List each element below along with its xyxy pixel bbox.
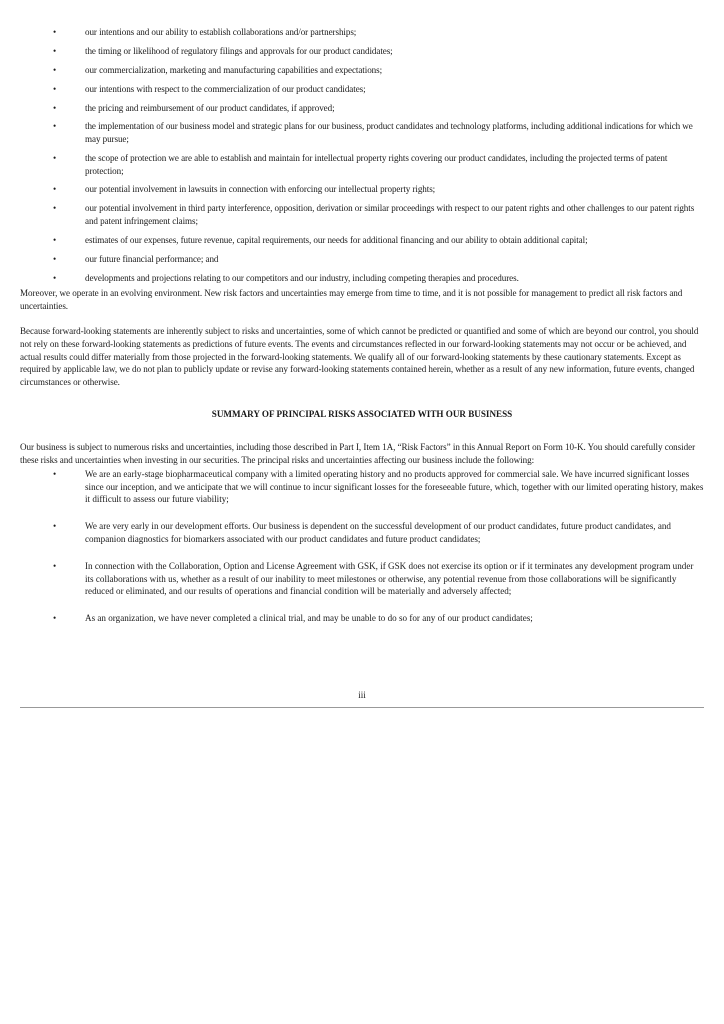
bullet-marker: • bbox=[53, 121, 57, 132]
list-item-text: our future financial performance; and bbox=[85, 253, 219, 264]
bullet-marker: • bbox=[53, 272, 57, 283]
list-item bbox=[20, 612, 704, 625]
bullet-marker: • bbox=[53, 64, 57, 75]
bullet-marker: • bbox=[53, 203, 57, 214]
bullet-marker: • bbox=[53, 152, 57, 163]
list-item bbox=[20, 272, 704, 285]
list-item bbox=[20, 234, 704, 247]
list-item-text: our intentions with respect to the commercialization of our product candidates; bbox=[85, 83, 366, 94]
list-item bbox=[20, 202, 704, 227]
list-item bbox=[20, 120, 704, 145]
bullet-marker: • bbox=[53, 613, 57, 624]
list-item-text: the implementation of our business model and strategic plans for our business, product candidates and technology platforms, including additional indications for which we may pursue; bbox=[85, 121, 693, 145]
page-divider bbox=[20, 707, 704, 708]
list-item-text: our potential involvement in lawsuits in connection with enforcing our intellectual property rights; bbox=[85, 184, 436, 195]
list-item-text: the scope of protection we are able to establish and maintain for intellectual property rights covering our product candidates, including the projected terms of patent protection; bbox=[85, 152, 668, 176]
list-item-text: developments and projections relating to our competitors and our industry, including competing therapies and procedures. bbox=[85, 272, 519, 283]
bullet-marker: • bbox=[53, 469, 57, 480]
list-item bbox=[20, 26, 704, 39]
bullet-marker: • bbox=[53, 184, 57, 195]
principal-risks-list bbox=[20, 468, 704, 625]
list-item-text: the pricing and reimbursement of our product candidates, if approved; bbox=[85, 102, 335, 113]
list-item-text: estimates of our expenses, future revenue, capital requirements, our needs for additional financing and our ability to obtain additional capital; bbox=[85, 234, 588, 245]
bullet-marker: • bbox=[53, 234, 57, 245]
bullet-marker: • bbox=[53, 27, 57, 37]
moreover-paragraph: Moreover, we operate in an evolving environment. New risk factors and uncertainties may emerge from time to time, and it is not possible for management to predict all risk factors and uncertainties. bbox=[20, 288, 683, 311]
list-item bbox=[20, 560, 704, 598]
list-item bbox=[20, 45, 704, 58]
bullet-marker: • bbox=[53, 561, 57, 572]
forward-looking-list bbox=[20, 26, 704, 284]
list-item-text: In connection with the Collaboration, Option and License Agreement with GSK, if GSK does not exercise its option or if it terminates any development program under its collaborations with us, whether as a result of our inability to meet milestones or otherwise, any potential revenue from those collaborations will be significantly reduced or eliminated, and our results of operations and financial condition will be materially and adversely affected; bbox=[85, 561, 694, 597]
list-item bbox=[20, 152, 704, 177]
list-item-text: our potential involvement in third party interference, opposition, derivation or similar proceedings with respect to our patent rights and other challenges to our patent rights and patent infringement claims; bbox=[85, 203, 695, 226]
summary-intro-paragraph: Our business is subject to numerous risks and uncertainties, including those described in Part I, Item 1A, “Risk Factors” in this Annual Report on Form 10-K. You should carefully consider these risks and uncertainties when investing in our securities. The principal risks and uncertainties affecting our business include the following: bbox=[20, 441, 696, 465]
list-item bbox=[20, 64, 704, 77]
summary-heading: SUMMARY OF PRINCIPAL RISKS ASSOCIATED WITH OUR BUSINESS bbox=[211, 409, 513, 420]
bullet-marker: • bbox=[53, 83, 57, 94]
list-item-text: As an organization, we have never completed a clinical trial, and may be unable to do so for any of our product candidates; bbox=[85, 613, 533, 624]
list-item bbox=[20, 520, 704, 545]
page-number: iii bbox=[358, 690, 366, 700]
list-item-text: our commercialization, marketing and manufacturing capabilities and expectations; bbox=[85, 64, 383, 75]
list-item bbox=[20, 83, 704, 96]
list-item-text: our intentions and our ability to establish collaborations and/or partnerships; bbox=[85, 27, 357, 37]
document-page bbox=[20, 26, 704, 639]
list-item bbox=[20, 102, 704, 115]
list-item bbox=[20, 253, 704, 266]
list-item-text: We are very early in our development efforts. Our business is dependent on the successful development of our product candidates, future product candidates, and companion diagnostics for biomarkers associated with our product candidates and future product candidates; bbox=[85, 521, 671, 544]
list-item bbox=[20, 468, 704, 506]
bullet-marker: • bbox=[53, 102, 57, 113]
list-item-text: We are an early-stage biopharmaceutical company with a limited operating history and no products approved for commercial sale. We have incurred significant losses since our inception, and we anticipate that we will continue to incur significant losses for the foreseeable future, which, together with our limited operating history, makes it difficult to assess our future viability; bbox=[85, 469, 704, 505]
forward-looking-caution-paragraph: Because forward-looking statements are inherently subject to risks and uncertainties, some of which cannot be predicted or quantified and some of which are beyond our control, you should not rely on these forward-looking statements as predictions of future events. The events and circumstances reflected in our forward-looking statements may not occur or be achieved, and actual results could differ materially from those projected in the forward-looking statements. We qualify all of our forward-looking statements by these cautionary statements. Except as required by applicable law, we do not plan to publicly update or revise any forward-looking statements contained herein, whether as a result of any new information, future events, changed circumstances or otherwise. bbox=[20, 326, 699, 387]
list-item-text: the timing or likelihood of regulatory filings and approvals for our product candidates; bbox=[85, 45, 393, 56]
bullet-marker: • bbox=[53, 521, 57, 532]
bullet-marker: • bbox=[53, 253, 57, 264]
bullet-marker: • bbox=[53, 45, 57, 56]
list-item bbox=[20, 183, 704, 196]
